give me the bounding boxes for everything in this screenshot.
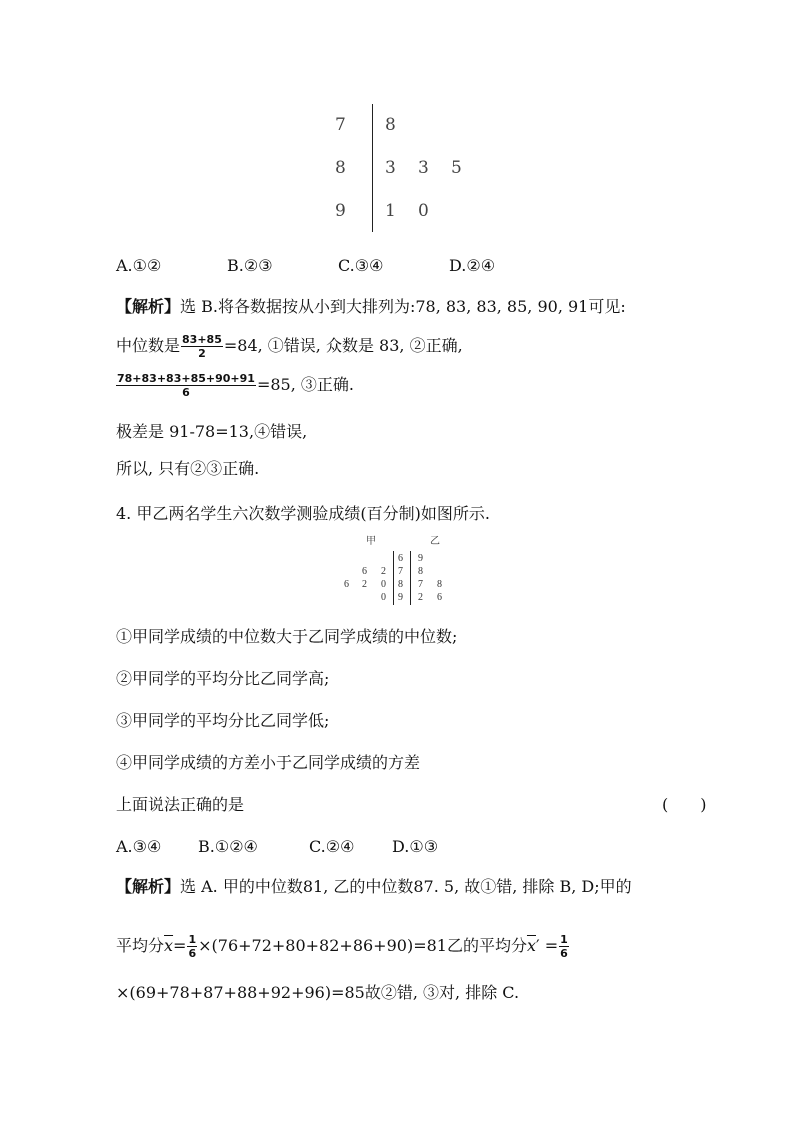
x-bar-prime-symbol: $\overline{x}$ bbox=[526, 936, 536, 955]
leaf: 3 bbox=[418, 158, 429, 178]
solution-tag: 【解析】 bbox=[116, 297, 181, 316]
left-divider bbox=[393, 551, 394, 605]
q3-solution-line-4: 极差是 91-78=13,④错误, bbox=[116, 422, 308, 441]
q4-option-b: B.①②④ bbox=[198, 837, 258, 856]
one-sixth-fraction: $\frac{1}{6}$ bbox=[188, 933, 197, 960]
q4-question: 上面说法正确的是 bbox=[116, 795, 245, 814]
plot-stem: 8 bbox=[398, 579, 403, 590]
statement-1: ①甲同学成绩的中位数大于乙同学成绩的中位数; bbox=[116, 627, 458, 646]
leaf: 0 bbox=[418, 201, 429, 221]
q4-question-stem: 4. 甲乙两名学生六次数学测验成绩(百分制)如图所示. bbox=[116, 504, 490, 523]
q4-solution-line-3: ×(69+78+87+88+92+96)=85故②错, ③对, 排除 C. bbox=[116, 983, 520, 1002]
plot-stem: 7 bbox=[398, 566, 403, 577]
stem-1: 7 bbox=[335, 115, 346, 135]
left-title: 甲 bbox=[366, 536, 376, 547]
q3-option-d: D.②④ bbox=[449, 256, 496, 275]
solution-tag: 【解析】 bbox=[116, 877, 181, 896]
plot-leaf-left: 0 bbox=[381, 592, 386, 603]
q3-option-b: B.②③ bbox=[227, 256, 273, 275]
q3-option-a: A.①② bbox=[116, 256, 162, 275]
x-bar-symbol: $\overline{x}$ bbox=[164, 936, 174, 955]
median-fraction: $\frac{83+85}{2}$ bbox=[182, 333, 222, 360]
leaf: 5 bbox=[451, 158, 462, 178]
q4-solution-line-2: 平均分$\overline{x}=$ $\frac{1}{6}$ ×(76+72+80+82+86+90)=81乙的平均分$\overline{x}'$ = $\frac{1}{6}$ bbox=[116, 933, 568, 960]
q3-solution-line-1: 【解析】选 B.将各数据按从小到大排列为:78, 83, 83, 85, 90, 91可见: bbox=[116, 297, 626, 316]
right-title: 乙 bbox=[430, 536, 440, 547]
stem-divider bbox=[372, 104, 373, 232]
q4-option-d: D.①③ bbox=[392, 837, 439, 856]
statement-4: ④甲同学成绩的方差小于乙同学成绩的方差 bbox=[116, 753, 421, 772]
plot-leaf-left: 2 bbox=[362, 579, 367, 590]
mean-fraction: $\frac{78+83+83+85+90+91}{6}$ bbox=[117, 372, 255, 399]
leaf: 3 bbox=[385, 158, 396, 178]
answer-paren: ( ) bbox=[662, 795, 707, 814]
leaf: 8 bbox=[385, 115, 396, 135]
plot-leaf-right: 9 bbox=[418, 553, 423, 564]
right-divider bbox=[410, 551, 411, 605]
q4-solution-line-1: 【解析】选 A. 甲的中位数81, 乙的中位数87. 5, 故①错, 排除 B, D;甲的 bbox=[116, 877, 632, 896]
q3-solution-line-5: 所以, 只有②③正确. bbox=[116, 459, 260, 478]
one-sixth-fraction-2: $\frac{1}{6}$ bbox=[560, 933, 568, 960]
plot-leaf-right: 8 bbox=[418, 566, 423, 577]
q3-solution-line-3: $\frac{78+83+83+85+90+91}{6}$ =85, ③正确. bbox=[117, 372, 354, 399]
plot-leaf-left: 6 bbox=[362, 566, 367, 577]
plot-leaf-left: 6 bbox=[344, 579, 349, 590]
plot-leaf-right: 6 bbox=[437, 592, 442, 603]
statement-3: ③甲同学的平均分比乙同学低; bbox=[116, 711, 330, 730]
plot-leaf-left: 2 bbox=[381, 566, 386, 577]
plot-leaf-right: 2 bbox=[418, 592, 423, 603]
q3-option-c: C.③④ bbox=[338, 256, 384, 275]
stem-3: 9 bbox=[335, 201, 346, 221]
plot-leaf-right: 7 bbox=[418, 579, 423, 590]
q3-solution-line-2: 中位数是 $\frac{83+85}{2}$ =84, ①错误, 众数是 83, ②正确, bbox=[116, 333, 463, 360]
q4-option-a: A.③④ bbox=[116, 837, 162, 856]
plot-stem: 6 bbox=[398, 553, 403, 564]
plot-leaf-left: 0 bbox=[381, 579, 386, 590]
leaf: 1 bbox=[385, 201, 396, 221]
q4-option-c: C.②④ bbox=[309, 837, 355, 856]
stem-2: 8 bbox=[335, 158, 346, 178]
plot-stem: 9 bbox=[398, 592, 403, 603]
plot-leaf-right: 8 bbox=[437, 579, 442, 590]
statement-2: ②甲同学的平均分比乙同学高; bbox=[116, 669, 330, 688]
